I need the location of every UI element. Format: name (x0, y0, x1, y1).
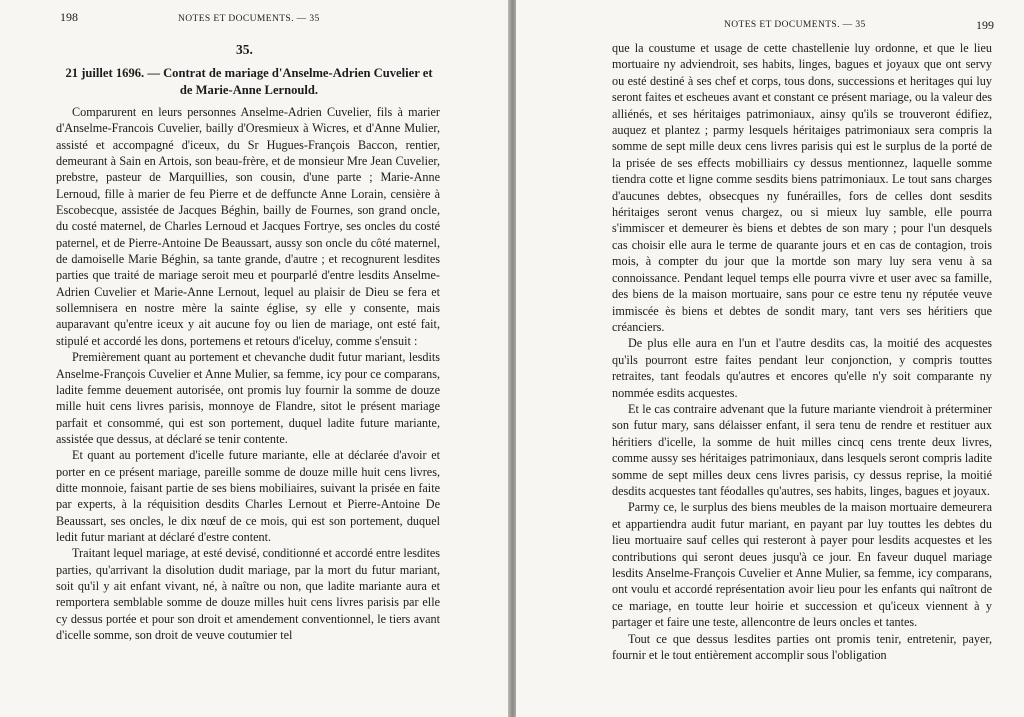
paragraph: Parmy ce, le surplus des biens meubles de la maison mortuaire demeurera et appartiendra audit futur mariant, en payant par luy touttes les debtes du lieu mortuaire sauf celles qui resteront à payer pour lesdits acquestes et les contributions qui seront deues jusqu'à ce jour. En faveur duquel mariage lesdits Anselme-François Cuvelier et Anne Mulier, sa femme, icy comparans, ont voulu et accordé représentation avoir lieu pour les enfants qui naîtront de ce mariage, en toutte leur hoirie et succession et qu'iceux viennent à y partager et faire une teste, allencontre de leurs oncles et tantes. (612, 500, 992, 630)
paragraph: Et le cas contraire advenant que la future mariante viendroit à préterminer son futur mary, sans délaisser enfant, il sera tenu de rendre et restituer aux héritiers d'icelle, la somme de huit milles cincq cens trente deux livres, comme aussy ses héritaiges patrimoniaux, dans lesquels seront compris ladite somme de sept milles deux cens livres parisis, cy dessus reprise, la moitié desdits acquestes tant féodalles qu'autres, ses habits, linges, bagues et joyaux. (612, 401, 992, 498)
paragraph: que la coustume et usage de cette chastellenie luy ordonne, et que le lieu mortuaire ny adviendroit, ses habits, linges, bagues et joyaux que ont servy ou esté destiné à ses chef et corps, tous dons, successions et heritages qui luy seront faites et escheues avant et constant ce présent mariage, ou la valeur des alliénés, et ses héritaiges patrimoniaux, ainsy qu'ils se trouveront édifiez, auquez et plantez ; parmy lesquels héritaiges patrimoniaux sera compris la somme de sept mille deux cens livres parisis qui est le surplus de la porté de la prisée de ses effects mobilliairs cy dessus mentionnez, laquelle somme tiendra cotte et ligne comme sesdits biens patrimoniaux. Le tout sans charges d'aucunes debtes, obsecques ny funérailles, fors de celles dont sesdits héritaiges seront venus chargez, ou si mieux luy samble, elle pourra s'immiscer et demeurer ès biens et debtes de son mary ; pour l'un desquels cas choisir elle aura le terme de quarante jours et en cas de contagion, trois mois, à compter du jour que la mortde son mary luy sera venu à sa connoissance. Pendant lequel temps elle pourra vivre et user avec sa famille, des biens de la maison mortuaire, sans pour ce estre tenu ny réputée veuve immiscée ès biens et debtes de sondit mary, tant vers ses héritiers que créanciers. (612, 41, 992, 334)
right-running-head: NOTES ET DOCUMENTS. — 35 (724, 20, 866, 30)
left-running-head: NOTES ET DOCUMENTS. — 35 (178, 14, 320, 24)
document-heading: 21 juillet 1696. — Contrat de mariage d'Anselme-Adrien Cuvelier et de Marie-Anne Lernould. (65, 66, 433, 97)
right-page (516, 0, 1024, 717)
paragraph: De plus elle aura en l'un et l'autre desdits cas, la moitié des acquestes qu'ils pourront estre faites pendant leur conjonction, y compris touttes retraites, tant feodals qu'autres et encores qu'elle n'y soit comparante ny nommée esdits acquestes. (612, 336, 992, 400)
left-page (0, 0, 510, 717)
right-body-text (612, 40, 992, 663)
paragraph: Comparurent en leurs personnes Anselme-Adrien Cuvelier, fils à marier d'Anselme-Francois Cuvelier, bailly d'Oresmieux à Wicres, et d'Anne Mulier, assisté et accompagné d'iceux, du Sr Hugues-François Baccon, rentier, demeurant à Sain en Artois, son beau-frère, et de monsieur Mre Jean Cuvelier, prebstre, pasteur de Marquillies, son cousin, d'une parte ; Marie-Anne Lernoud, fille à marier de feu Pierre et de deffuncte Anne Lorain, censière à Escobecque, assistée de Jacques Béghin, bailly de Fournes, son grand oncle, du costé maternel, de Charles Lernoud et Jacques Fortrye, ses oncles du costé paternel, et de Pierre-Antoine De Beaussart, aussy son oncle du côté maternel, de damoiselle Marie Béghin, sa tante grande, d'autre ; et recognurent lesdites parties que traité de mariage seroit meu et pourparlé d'entre lesdits Anselme-Adrien Cuvelier et Marie-Anne Lernout, lequel au plaisir de Dieu se fera et sollemnisera en nostre mère la sainte église, sy elle y consente, mais auparavant qu'entre iceux y ait aucune foy ou lien de mariage, ont esté fait, stipulé et accordé les dons, portemens et retours d'iceluy, comme s'ensuit : (56, 105, 440, 348)
right-page-number: 199 (976, 18, 994, 32)
paragraph: Traitant lequel mariage, at esté devisé, conditionné et accordé entre lesdites parties, qu'arrivant la disolution dudit mariage, par la mort du futur mariant, soit qu'il y ait enfant vivant, né, à naître ou non, que ladite mariante aura et remportera semblable somme de douze milles huit cens livres parisis par elle cy dessus portée et pour son droit et amendement conventionnel, le tiers avant d'icelle somme, son droit de veuve coutumier tel (56, 546, 440, 642)
paragraph: Premièrement quant au portement et chevanche dudit futur mariant, lesdits Anselme-François Cuvelier et Anne Mulier, sa femme, icy pour ce comparans, ladite femme deuement autorisée, ont promis luy fournir la somme de douze mille huit cens livres parisis, monnoye de Flandre, sitot le présent mariage parfait et consommé, qui est son portement, duquel ladite future mariante, assistée que dessus, at déclaré se tenir contente. (56, 350, 440, 446)
paragraph: Et quant au portement d'icelle future mariante, elle at déclarée d'avoir et porter en ce présent mariage, pareille somme de douze mille huit cens livres, ditte monnoie, faisant partie de ses biens mobiliaires, suivant la prisée en faite par experts, à la réquisition desdits Charles Lernout et Pierre-Antoine De Beaussart, ses oncles, le dix nœuf de ce mois, qui est son portement, duquel ledit futur mariant at déclaré d'estre content. (56, 448, 440, 544)
document-number: 35. (236, 42, 253, 57)
left-page-number: 198 (60, 10, 78, 24)
paragraph: Tout ce que dessus lesdites parties ont promis tenir, entretenir, payer, fournir et le tout entièrement accomplir sous l'obligation (612, 631, 992, 663)
left-body-text (56, 104, 440, 643)
